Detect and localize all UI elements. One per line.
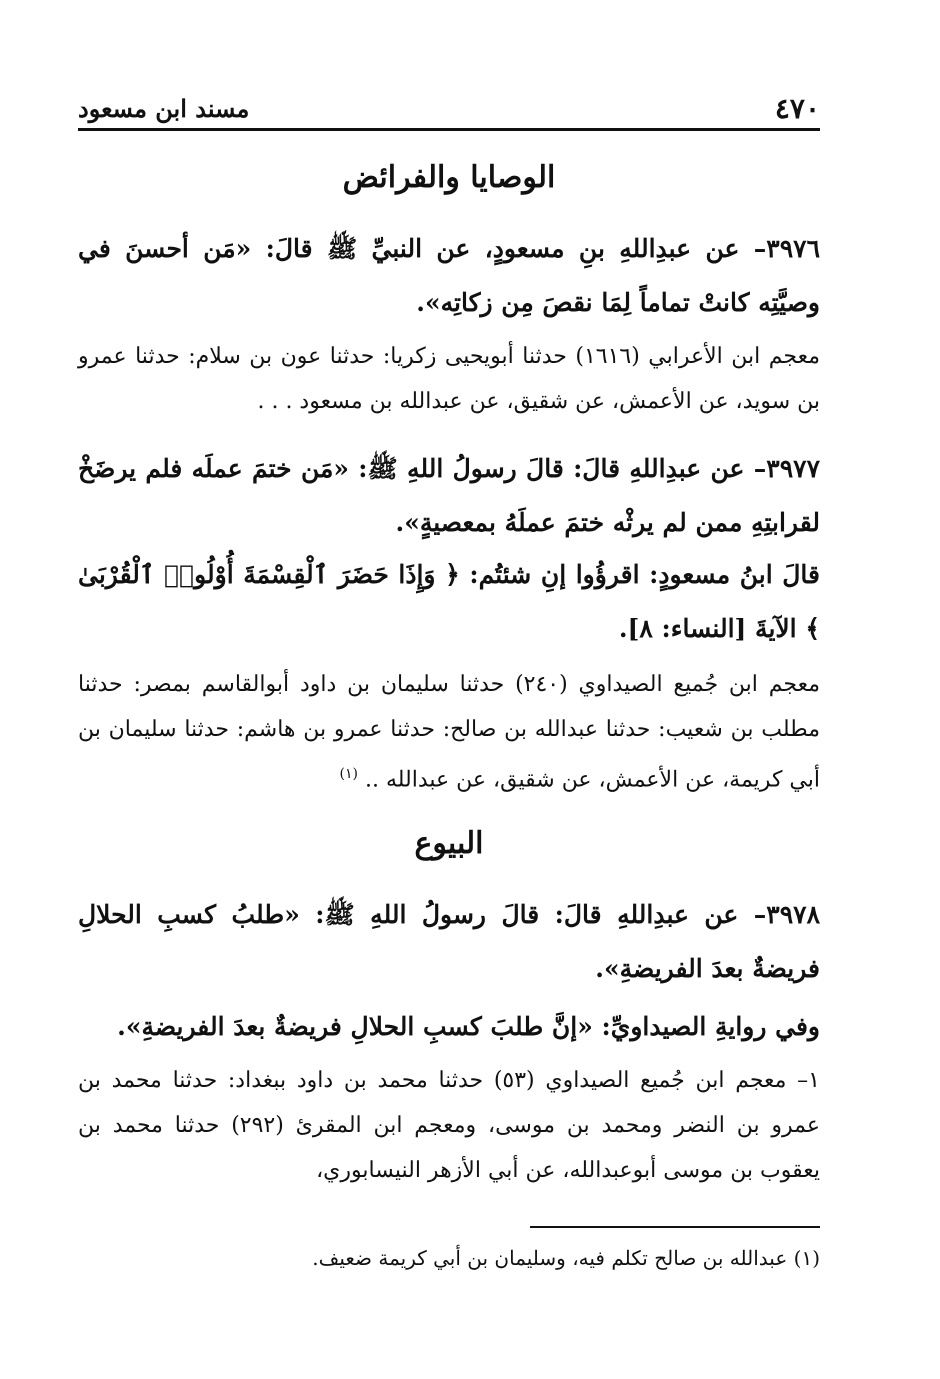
source-3976: معجم ابن الأعرابي (١٦١٦) حدثنا أبويحيى زكريا: حدثنا عون بن سلام: حدثنا عمرو بن سويد، عن الأعمش، عن شقيق، عن عبدالله بن مسعود . . . xyxy=(78,344,820,414)
book-page xyxy=(78,0,820,1379)
footnote-rule xyxy=(530,1226,820,1228)
quran-reference: الآيةَ [النساء: ٨]. xyxy=(618,614,797,643)
hadith-3976: ٣٩٧٦– عن عبدِاللهِ بنِ مسعودٍ، عن النبيِّ ﷺ قالَ: «مَن أحسنَ في وصيَّتِه كانتْ تماماً لِمَا نقصَ مِن زكاتِه». xyxy=(78,234,820,317)
quran-verse: ﴿ وَإِذَا حَضَرَ ٱلْقِسْمَةَ أُوْلُوا۟ ٱلْقُرْبَىٰ ﴾ xyxy=(78,560,820,643)
source-3977 xyxy=(78,662,820,802)
hadith-3977: ٣٩٧٧– عن عبدِاللهِ قالَ: قالَ رسولُ اللهِ ﷺ: «مَن ختمَ عملَه فلم يرضَخْ لقرابتِهِ ممن لم يرثْه ختمَ عملَهُ بمعصيةٍ». xyxy=(78,454,820,537)
header-rule xyxy=(78,128,820,131)
section-title-wills: الوصايا والفرائض xyxy=(342,160,556,195)
section-title-sales: البيوع xyxy=(414,826,484,861)
quran-intro: قالَ ابنُ مسعودٍ: اقرؤُوا إنِ شئتُم: xyxy=(469,560,820,589)
running-title: مسند ابن مسعود xyxy=(78,94,250,123)
footnote-marker: (١) xyxy=(339,766,358,782)
hadith-3978: ٣٩٧٨– عن عبدِاللهِ قالَ: قالَ رسولُ اللهِ ﷺ: «طلبُ كسبِ الحلالِ فريضةٌ بعدَ الفريضةِ». xyxy=(78,900,820,983)
source-3977-text: معجم ابن جُميع الصيداوي (٢٤٠) حدثنا سليمان بن داود أبوالقاسم بمصر: حدثنا مطلب بن شعيب: حدثنا عبدالله بن صالح: حدثنا عمرو بن هاشم: حدثنا سليمان بن أبي كريمة، عن الأعمش، عن شقيق، عن عبدالله .. xyxy=(78,672,820,793)
page-number: ٤٧٠ xyxy=(774,92,820,125)
page-header xyxy=(78,88,820,128)
source-3978: ١– معجم ابن جُميع الصيداوي (٥٣) حدثنا محمد بن داود ببغداد: حدثنا محمد بن عمرو بن النضر ومحمد بن موسى، ومعجم ابن المقرئ (٢٩٢) حدثنا محمد بن يعقوب بن موسى أبوعبدالله، عن أبي الأزهر النيسابوري، xyxy=(78,1068,820,1183)
footnote: (١) عبدالله بن صالح تكلم فيه، وسليمان بن أبي كريمة ضعيف. xyxy=(312,1246,820,1270)
quran-quote-3977 xyxy=(78,548,820,656)
narration-3978: وفي روايةِ الصيداويِّ: «إنَّ طلبَ كسبِ الحلالِ فريضةٌ بعدَ الفريضةِ». xyxy=(117,1012,820,1041)
